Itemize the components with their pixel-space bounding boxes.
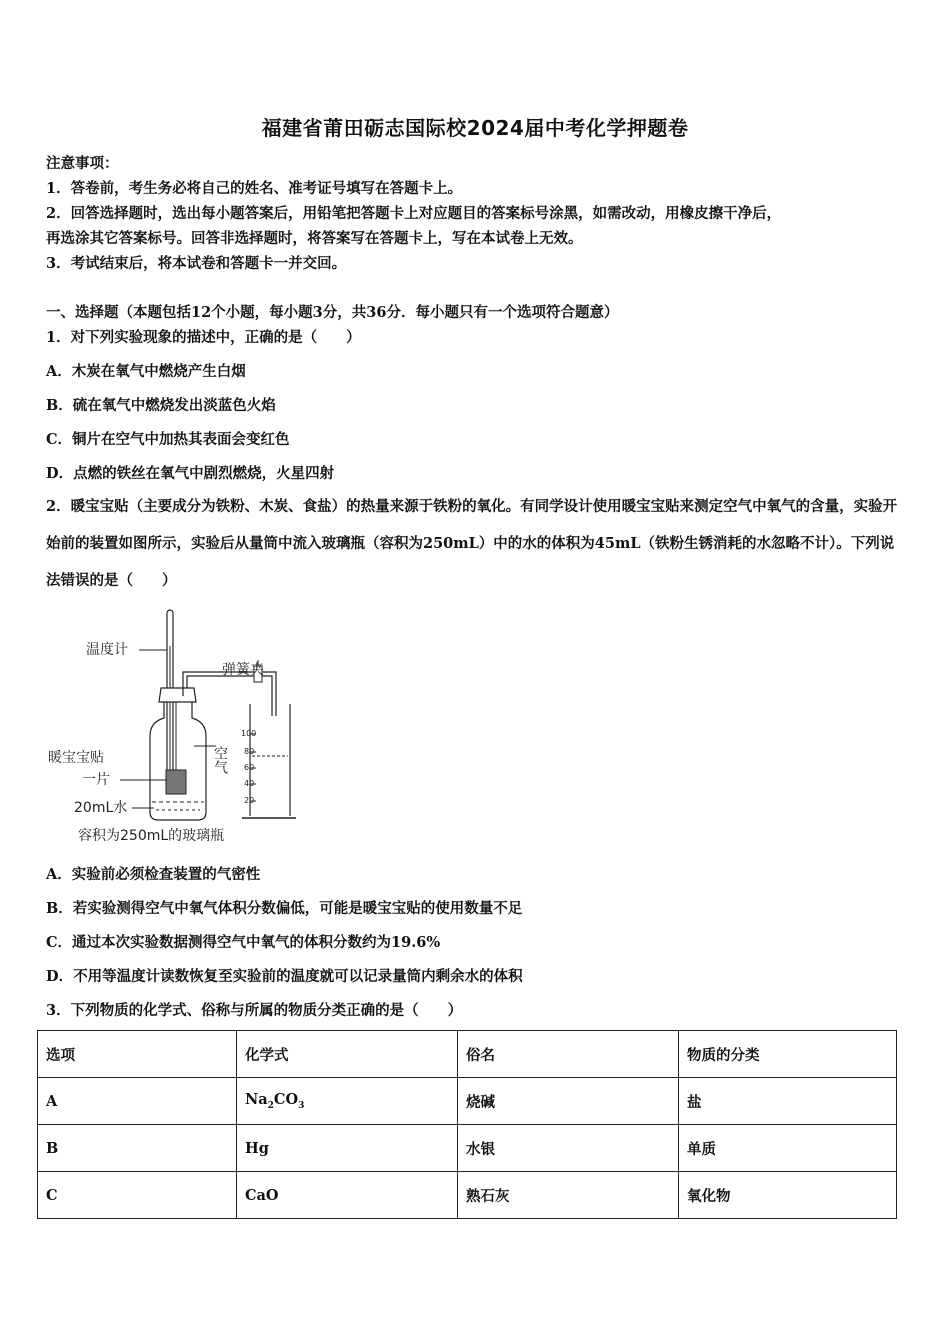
table-row <box>38 1078 897 1125</box>
q1-option-c: C．铜片在空气中加热其表面会变红色 <box>46 431 290 448</box>
label-hand-warmer: 暖宝宝贴 <box>48 750 104 766</box>
q2-option-c: C．通过本次实验数据测得空气中氧气的体积分数约为19.6% <box>46 934 441 951</box>
scale-20: 20 <box>244 796 255 805</box>
table-row <box>38 1125 897 1172</box>
cell-formula: Hg <box>237 1125 458 1172</box>
cell-option: C <box>38 1172 237 1219</box>
formula-subscript: 2 <box>267 1100 274 1111</box>
table-row <box>38 1172 897 1219</box>
header-formula: 化学式 <box>237 1031 458 1078</box>
notice-item-1: 1．答卷前，考生务必将自己的姓名、准考证号填写在答题卡上。 <box>46 180 463 197</box>
notice-item-2: 2．回答选择题时，选出每小题答案后，用铅笔把答题卡上对应题目的答案标号涂黑，如需改动，用橡皮擦干净后， <box>46 205 782 222</box>
label-bottle: 容积为250mL的玻璃瓶 <box>78 828 225 844</box>
cell-formula: CaO <box>237 1172 458 1219</box>
header-option: 选项 <box>38 1031 237 1078</box>
label-hand-warmer-count: 一片 <box>82 772 110 788</box>
scale-100: 100 <box>241 729 257 738</box>
cell-formula <box>237 1078 458 1125</box>
scale-40: 40 <box>244 779 255 788</box>
q3-table <box>37 1030 897 1219</box>
cell-classification: 氧化物 <box>679 1172 897 1219</box>
section-heading: 一、选择题（本题包括12个小题，每小题3分，共36分．每小题只有一个选项符合题意） <box>46 304 619 321</box>
notice-item-3: 3．考试结束后，将本试卷和答题卡一并交回。 <box>46 255 347 272</box>
q1-stem: 1．对下列实验现象的描述中，正确的是（ ） <box>46 329 361 346</box>
q2-stem: 2．暖宝宝贴（主要成分为铁粉、木炭、食盐）的热量来源于铁粉的氧化。有同学设计使用暖宝宝贴来测定空气中氧气的含量，实验开始前的装置如图所示，实验后从量筒中流入玻璃瓶（容积为250mL）中的水的体积为45mL（铁粉生锈消耗的水忽略不计）。下列说法错误的是（ ） <box>46 498 898 589</box>
stopper <box>159 688 196 702</box>
q3-stem: 3．下列物质的化学式、俗称与所属的物质分类正确的是（ ） <box>46 1002 463 1019</box>
q2-option-b: B．若实验测得空气中氧气体积分数偏低，可能是暖宝宝贴的使用数量不足 <box>46 900 523 917</box>
label-thermometer: 温度计 <box>86 642 128 658</box>
graduated-cylinder <box>250 704 290 816</box>
apparatus-diagram <box>46 606 296 850</box>
scale-60: 60 <box>244 763 255 772</box>
q2-option-a: A．实验前必须检查装置的气密性 <box>46 866 261 883</box>
q2-option-d: D．不用等温度计读数恢复至实验前的温度就可以记录量筒内剩余水的体积 <box>46 968 523 985</box>
notice-item-2-cont: 再选涂其它答案标号。回答非选择题时，将答案写在答题卡上，写在本试卷上无效。 <box>46 230 583 247</box>
cell-common-name: 熟石灰 <box>458 1172 679 1219</box>
cell-common-name: 烧碱 <box>458 1078 679 1125</box>
hand-warmer-patch <box>166 770 186 794</box>
cell-option: A <box>38 1078 237 1125</box>
scale-80: 80 <box>244 747 255 756</box>
q1-option-d: D．点燃的铁丝在氧气中剧烈燃烧，火星四射 <box>46 465 335 482</box>
cell-classification: 单质 <box>679 1125 897 1172</box>
cell-common-name: 水银 <box>458 1125 679 1172</box>
header-classification: 物质的分类 <box>679 1031 897 1078</box>
label-air: 空气 <box>212 746 228 774</box>
formula-subscript: 3 <box>298 1100 305 1111</box>
apparatus-figure <box>46 606 296 850</box>
label-water: 20mL水 <box>74 800 128 816</box>
q1-option-a: A．木炭在氧气中燃烧产生白烟 <box>46 363 246 380</box>
header-common-name: 俗名 <box>458 1031 679 1078</box>
q1-option-b: B．硫在氧气中燃烧发出淡蓝色火焰 <box>46 397 276 414</box>
cell-classification: 盐 <box>679 1078 897 1125</box>
formula-part: Na <box>245 1091 268 1109</box>
cell-option: B <box>38 1125 237 1172</box>
notice-heading: 注意事项： <box>46 155 119 172</box>
table-header-row <box>38 1031 897 1078</box>
page-title: 福建省莆田砺志国际校2024届中考化学押题卷 <box>261 116 689 140</box>
formula-part: CO <box>273 1091 299 1109</box>
label-clamp: 弹簧夹 <box>222 662 264 678</box>
